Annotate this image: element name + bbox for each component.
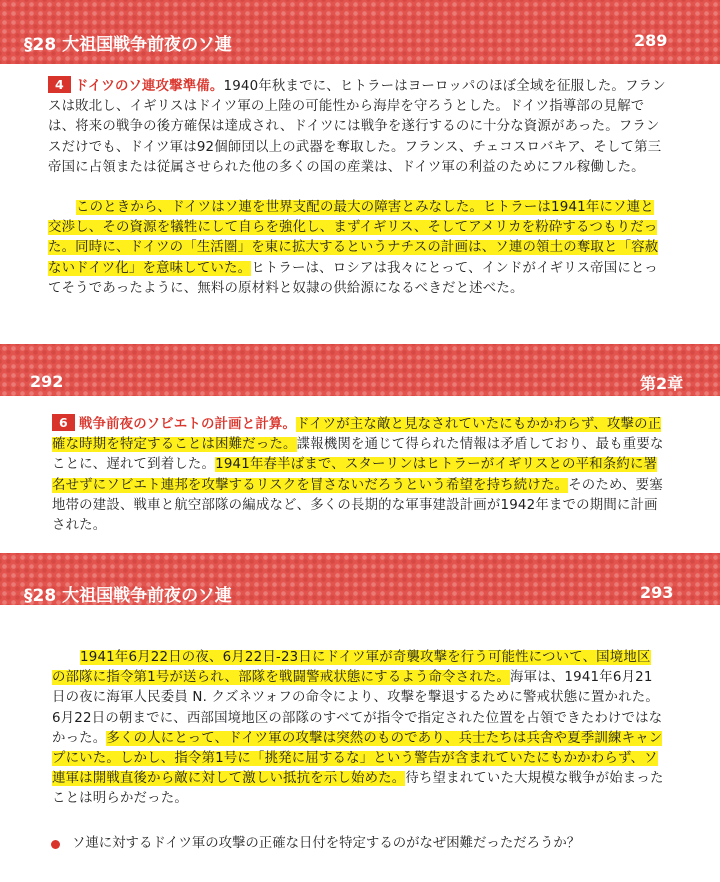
highlighted-text: 1941年6月22日の夜、6月22日-23日にドイツ軍が奇襲攻撃を行う可能性について、国境地区の部隊に指令第1号が送られ、部隊を戦闘警戒状態にするよう命令された。 — [52, 650, 651, 686]
section-header-title: §28 大祖国戦争前夜のソ連 — [24, 35, 232, 55]
final-text-1: 海軍は、1941年6月21日の夜に海軍人民委員 N. クズネツォフの命令により、攻撃を撃退するために警戒状態に置かれた。6月22日の朝までに、西部国境地区の部隊のすべてが指令で指定された位置を占領できたわけではなかった。 — [52, 670, 663, 746]
page-number: 293 — [640, 583, 674, 602]
section-6-title: 戦争前夜のソビエトの計画と計算。 — [78, 417, 297, 432]
page-header-292 — [0, 344, 720, 396]
section-4-paragraph-1 — [48, 76, 666, 178]
section-4-title: ドイツのソ連攻撃準備。 — [74, 79, 224, 94]
section-header-title: §28 大祖国戦争前夜のソ連 — [24, 586, 232, 605]
section-number-badge: 4 — [48, 76, 71, 93]
highlighted-text: 多くの人にとって、ドイツ軍の攻撃は突然のものであり、兵士たちは兵舎や夏季訓練キャンプにいた。しかし、指令第1号に「挑発に屈するな」という警告が含まれていたにもかかわらず、ソ連軍は開戦直後から敵に対して激しい抵抗を示し始めた。 — [52, 730, 663, 787]
page-number: 292 — [30, 372, 64, 391]
section-6-text-2: そのため、要塞地帯の建設、戦車と航空部隊の編成など、多くの長期的な軍事建設計画が1942年までの期間に計画された。 — [52, 477, 663, 534]
highlighted-text: 1941年春半ばまで、スターリンはヒトラーがイギリスとの平和条約に署名せずにソビエト連邦を攻撃するリスクを冒さないだろうという希望を持ち続けた。 — [52, 457, 658, 493]
final-paragraph — [52, 648, 664, 810]
section-6-text-1: 諜報機関を通じて得られた情報は矛盾しており、最も重要なことに、遅れて到着した。 — [52, 437, 664, 473]
bullet-icon — [51, 840, 60, 849]
section-4-text-1: 1940年秋までに、ヒトラーはヨーロッパのほぼ全域を征服した。フランスは敗北し、イギリスはドイツ軍の上陸の可能性から海岸を守ろうとした。ドイツ指導部の見解では、将来の戦争の後方確保は達成され、ドイツには戦争を遂行するのに十分な資源があった。フランスだけでも、ドイツ軍は92個師団以上の武器を奪取した。フランス、チェコスロバキア、そして第三帝国に占領または従属させられた他の多くの国の産業は、ドイツ軍の利益のためにフル稼働した。 — [48, 79, 666, 175]
page-header-289 — [0, 0, 720, 64]
question-text: ソ連に対するドイツ軍の攻撃の正確な日付を特定するのがなぜ困難だっただろうか？ — [72, 836, 581, 851]
section-4-text-2: ヒトラーは、ロシアは我々にとって、インドがイギリス帝国にとってそうであったように、無料の原材料と奴隷の供給源になるべきだと述べた。 — [48, 260, 658, 296]
highlighted-text: このときから、ドイツはソ連を世界支配の最大の障害とみなした。ヒトラーは1941年にソ連と交渉し、その資源を犠牲にして自らを強化し、まずイギリス、そしてアメリカを粉砕するつもりだった。同時に、ドイツの「生活圏」を東に拡大するというナチスの計画は、ソ連の領土の奪取と「容赦ないドイツ化」を意味していた。 — [48, 200, 659, 276]
final-block — [52, 648, 664, 810]
page-number: 289 — [634, 31, 668, 50]
section-6-paragraph — [52, 414, 666, 536]
page-header-293 — [0, 553, 720, 605]
section-number-badge: 6 — [52, 414, 75, 431]
review-question — [54, 834, 664, 854]
final-text-2: 待ち望まれていた大規模な戦争が始まったことは明らかだった。 — [52, 771, 664, 807]
section-6-block — [52, 414, 666, 536]
section-4-paragraph-2 — [48, 198, 666, 299]
section-4-block — [48, 76, 666, 299]
highlighted-text: ドイツが主な敵と見なされていたにもかかわらず、攻撃の正確な時期を特定することは困難だった。 — [52, 417, 662, 453]
chapter-label: 第2章 — [640, 374, 684, 393]
